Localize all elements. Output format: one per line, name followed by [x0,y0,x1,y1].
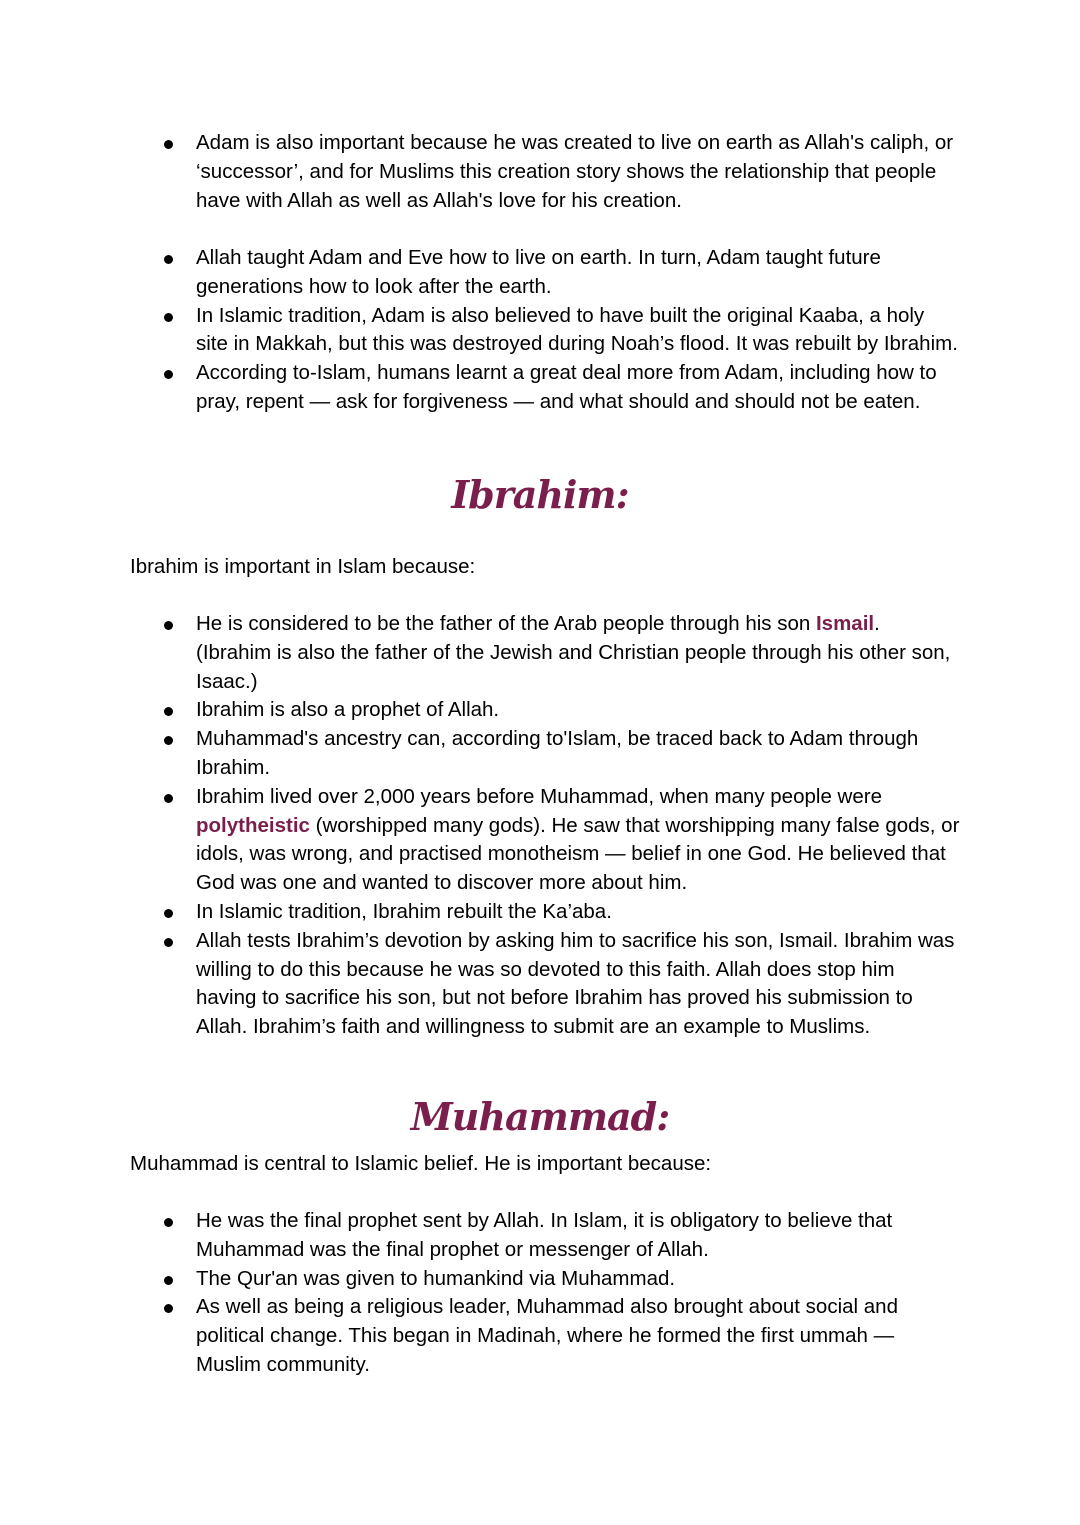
list-item: The Qur'an was given to humankind via Muhammad. [130,1265,960,1294]
bullet-icon [164,707,173,716]
bullet-icon [164,1304,173,1313]
bullet-icon [164,1276,173,1285]
highlight-term-ismail: Ismail [815,612,875,635]
list-item: He was the final prophet sent by Allah. In Islam, it is obligatory to believe that Muhammad was the final prophet or messenger of Allah. [130,1207,960,1265]
list-item: In Islamic tradition, Adam is also believed to have built the original Kaaba, a holy site in Makkah, but this was destroyed during Noah’s flood. It was rebuilt by Ibrahim. [130,302,960,360]
bullet-icon [164,313,173,322]
adam-bullets-a [130,129,960,215]
bullet-icon [164,255,173,264]
ibrahim-heading: Ibrahim: [451,472,629,517]
list-item: Ibrahim is also a prophet of Allah. [130,696,960,725]
list-item: In Islamic tradition, Ibrahim rebuilt the Ka’aba. [130,898,960,927]
list-item: According to-Islam, humans learnt a great deal more from Adam, including how to pray, repent — ask for forgiveness — and what should and should not be eaten. [130,359,960,417]
list-item: Adam is also important because he was created to live on earth as Allah's caliph, or ‘successor’, and for Muslims this creation story shows the relationship that people have with Allah as well as Allah's love for his creation. [130,129,960,215]
list-item: He is considered to be the father of the Arab people through his son Ismail. (Ibrahim is also the father of the Jewish and Christian people through his other son, Isaac.) [130,610,960,696]
bullet-icon [164,736,173,745]
muhammad-bullets [130,1207,960,1380]
ibrahim-bullets [130,610,960,1042]
list-item: Ibrahim lived over 2,000 years before Muhammad, when many people were polytheistic (worshipped many gods). He saw that worshipping many false gods, or idols, was wrong, and practised monotheism — belief in one God. He believed that God was one and wanted to discover more about him. [130,783,960,898]
list-item: As well as being a religious leader, Muhammad also brought about social and political change. This began in Madinah, where he formed the first ummah — Muslim community. [130,1293,960,1379]
bullet-icon [164,370,173,379]
bullet-icon [164,621,173,630]
list-item: Allah tests Ibrahim’s devotion by asking him to sacrifice his son, Ismail. Ibrahim was willing to do this because he was so devoted to this faith. Allah does stop him having to sacrifice his son, but not before Ibrahim has proved his submission to Allah. Ibrahim’s faith and willingness to submit are an example to Muslims. [130,927,960,1042]
adam-bullets-b [130,244,960,417]
muhammad-intro: Muhammad is central to Islamic belief. He is important because: [130,1152,712,1175]
highlight-term-polytheistic: polytheistic [196,813,310,837]
bullet-icon [164,794,173,803]
ibrahim-intro: Ibrahim is important in Islam because: [130,555,476,578]
bullet-icon [164,909,173,918]
bullet-icon [164,938,173,947]
muhammad-heading: Muhammad: [410,1094,670,1139]
bullet-icon [164,140,173,149]
list-item: Muhammad's ancestry can, according to'Islam, be traced back to Adam through Ibrahim. [130,725,960,783]
list-item: Allah taught Adam and Eve how to live on earth. In turn, Adam taught future generations how to look after the earth. [130,244,960,302]
bullet-icon [164,1218,173,1227]
